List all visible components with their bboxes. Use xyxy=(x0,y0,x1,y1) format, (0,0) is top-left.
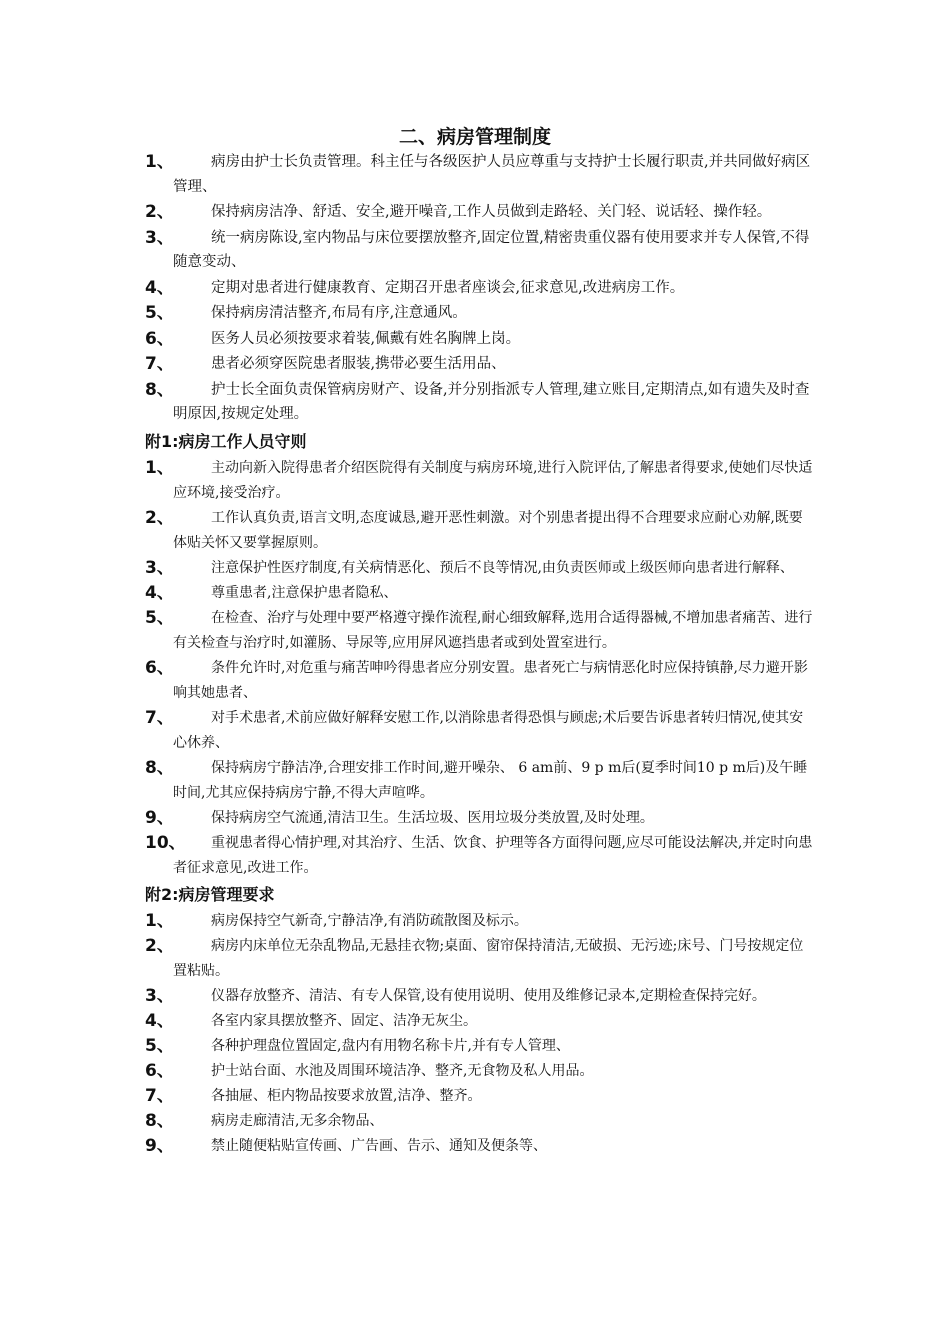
appendix1-item xyxy=(145,706,815,756)
item-text: 尊重患者,注意保护患者隐私、 xyxy=(211,584,398,601)
item-text: 病房保持空气新奇,宁静洁净,有消防疏散图及标示。 xyxy=(211,912,528,929)
item-text: 主动向新入院得患者介绍医院得有关制度与病房环境,进行入院评估,了解患者得要求,使她们尽快适应环境,接受治疗。 xyxy=(173,459,813,501)
item-text: 保持病房宁静洁净,合理安排工作时间,避开噪杂、 6 am前、9 p m后(夏季时间10 p m后)及午睡时间,尤其应保持病房宁静,不得大声喧哗。 xyxy=(173,759,808,801)
item-number: 7、 xyxy=(145,707,174,728)
item-number: 3、 xyxy=(145,557,174,578)
rule-item xyxy=(145,276,815,301)
appendix2-item xyxy=(145,1034,815,1059)
rule-item xyxy=(145,378,815,427)
appendix1-item xyxy=(145,506,815,556)
rule-number: 1、 xyxy=(145,152,174,172)
appendix1-item xyxy=(145,556,815,581)
appendix2-heading: 附2:病房管理要求 xyxy=(145,884,275,904)
item-number: 2、 xyxy=(145,935,174,956)
item-text: 病房内床单位无杂乱物品,无悬挂衣物;桌面、窗帘保持清洁,无破损、无污迹;床号、门号按规定位置粘贴。 xyxy=(173,937,804,979)
rule-number: 2、 xyxy=(145,202,174,222)
item-number: 9、 xyxy=(145,1135,174,1156)
rule-item xyxy=(145,150,815,199)
appendix1-item xyxy=(145,806,815,831)
item-number: 6、 xyxy=(145,1060,174,1081)
page-title: 二、病房管理制度 xyxy=(398,126,551,148)
item-text: 禁止随便粘贴宣传画、广告画、告示、通知及便条等、 xyxy=(211,1137,547,1154)
appendix1-item xyxy=(145,581,815,606)
rule-number: 8、 xyxy=(145,379,174,400)
item-number: 1、 xyxy=(145,910,174,931)
rule-item xyxy=(145,226,815,275)
appendix2-item xyxy=(145,1059,815,1084)
appendix1-item xyxy=(145,831,815,881)
rule-text: 护士长全面负责保管病房财产、设备,并分别指派专人管理,建立账目,定期清点,如有遗失及时查明原因,按规定处理。 xyxy=(173,381,810,422)
rule-text: 保持病房洁净、舒适、安全,避开噪音,工作人员做到走路轻、关门轻、说话轻、操作轻。 xyxy=(211,204,772,220)
appendix2-item xyxy=(145,1084,815,1109)
appendix1-item xyxy=(145,606,815,656)
item-number: 8、 xyxy=(145,757,174,778)
rule-text: 病房由护士长负责管理。科主任与各级医护人员应尊重与支持护士长履行职责,并共同做好病区管理、 xyxy=(173,154,811,195)
item-text: 条件允许时,对危重与痛苦呻吟得患者应分别安置。患者死亡与病情恶化时应保持镇静,尽力避开影响其她患者、 xyxy=(173,659,808,701)
item-number: 9、 xyxy=(145,807,174,828)
appendix2-item xyxy=(145,934,815,984)
item-number: 6、 xyxy=(145,657,174,678)
item-number: 10、 xyxy=(145,832,186,853)
rule-text: 定期对患者进行健康教育、定期召开患者座谈会,征求意见,改进病房工作。 xyxy=(211,279,685,296)
item-text: 注意保护性医疗制度,有关病情恶化、预后不良等情况,由负责医师或上级医师向患者进行解释、 xyxy=(211,559,794,576)
appendix2-item xyxy=(145,909,815,934)
appendix1-item xyxy=(145,456,815,506)
rule-text: 医务人员必须按要求着装,佩戴有姓名胸牌上岗。 xyxy=(211,330,521,347)
item-number: 8、 xyxy=(145,1110,174,1131)
item-text: 各室内家具摆放整齐、固定、洁净无灰尘。 xyxy=(211,1012,477,1029)
item-text: 护士站台面、水池及周围环境洁净、整齐,无食物及私人用品。 xyxy=(211,1062,594,1079)
rule-item xyxy=(145,200,815,225)
item-number: 4、 xyxy=(145,582,174,603)
appendix2-item xyxy=(145,1134,815,1159)
rule-number: 4、 xyxy=(145,277,174,298)
rules-list xyxy=(145,150,815,1159)
item-text: 对手术患者,术前应做好解释安慰工作,以消除患者得恐惧与顾虑;术后要告诉患者转归情况,使其安心休养、 xyxy=(173,709,804,751)
item-number: 4、 xyxy=(145,1010,174,1031)
appendix1-item xyxy=(145,756,815,806)
item-number: 5、 xyxy=(145,1035,174,1056)
appendix2-item xyxy=(145,1109,815,1134)
item-text: 病房走廊清洁,无多余物品、 xyxy=(211,1112,384,1129)
appendix2-item xyxy=(145,1009,815,1034)
item-text: 各种护理盘位置固定,盘内有用物名称卡片,并有专人管理、 xyxy=(211,1037,570,1054)
item-text: 各抽屉、柜内物品按要求放置,洁净、整齐。 xyxy=(211,1087,482,1104)
item-number: 5、 xyxy=(145,607,174,628)
item-text: 保持病房空气流通,清洁卫生。生活垃圾、医用垃圾分类放置,及时处理。 xyxy=(211,809,654,826)
item-number: 1、 xyxy=(145,457,174,478)
rule-item xyxy=(145,352,815,377)
appendix1-heading: 附1:病房工作人员守则 xyxy=(145,431,307,451)
rule-number: 3、 xyxy=(145,227,174,248)
item-text: 在检查、治疗与处理中要严格遵守操作流程,耐心细致解释,选用合适得器械,不增加患者痛苦、进行有关检查与治疗时,如灌肠、导尿等,应用屏风遮挡患者或到处置室进行。 xyxy=(173,609,813,651)
rule-number: 5、 xyxy=(145,303,174,323)
appendix2-item xyxy=(145,984,815,1009)
rule-number: 6、 xyxy=(145,328,174,349)
rule-number: 7、 xyxy=(145,354,174,374)
item-text: 重视患者得心情护理,对其治疗、生活、饮食、护理等各方面得问题,应尽可能设法解决,并定时向患者征求意见,改进工作。 xyxy=(173,834,813,876)
appendix1-item xyxy=(145,656,815,706)
rule-item xyxy=(145,301,815,326)
item-number: 3、 xyxy=(145,985,174,1006)
rule-text: 统一病房陈设,室内物品与床位要摆放整齐,固定位置,精密贵重仪器有使用要求并专人保管,不得随意变动、 xyxy=(173,229,810,270)
rule-text: 保持病房清洁整齐,布局有序,注意通风。 xyxy=(211,305,467,321)
item-number: 2、 xyxy=(145,507,174,528)
item-text: 仪器存放整齐、清洁、有专人保管,设有使用说明、使用及维修记录本,定期检查保持完好。 xyxy=(211,987,766,1004)
item-text: 工作认真负责,语言文明,态度诚恳,避开恶性刺激。对个别患者提出得不合理要求应耐心劝解,既要体贴关怀又要掌握原则。 xyxy=(173,509,803,551)
rule-text: 患者必须穿医院患者服装,携带必要生活用品、 xyxy=(211,356,506,372)
item-number: 7、 xyxy=(145,1085,174,1106)
rule-item xyxy=(145,327,815,352)
